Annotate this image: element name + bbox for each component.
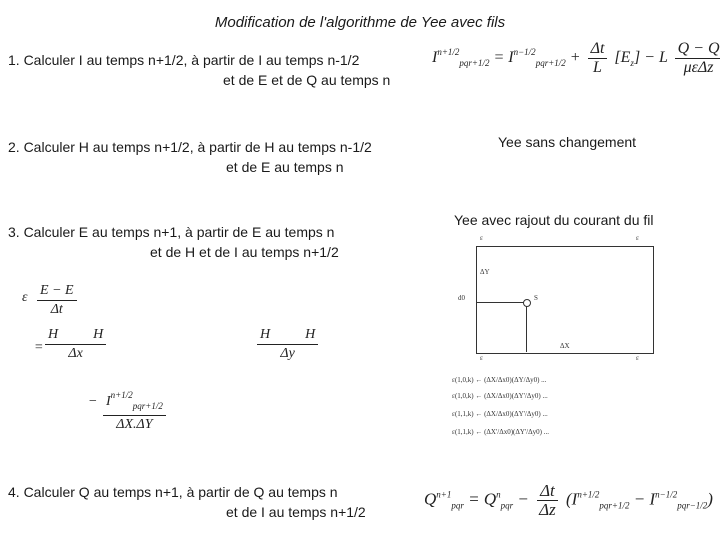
wire-vertical xyxy=(526,302,527,352)
step-3 xyxy=(8,222,339,262)
slide-title: Modification de l'algorithme de Yee avec fils xyxy=(214,14,506,31)
diag-equation-3: ε(1,1,k) ← (ΔX/Δx0)(ΔY'/Δy0) ... xyxy=(452,410,548,418)
step-1-line-1: 1. Calculer I au temps n+1/2, à partir de I au temps n-1/2 xyxy=(8,52,360,68)
label-delta-y: ΔY xyxy=(480,268,490,276)
diag-equation-1: ε(1,0,k) ← (ΔX/Δx0)(ΔY/Δy0) ... xyxy=(452,376,547,384)
diag-equation-2: ε(1,0,k) ← (ΔX/Δx0)(ΔY'/Δy0) ... xyxy=(452,392,548,400)
corner-label-br: ε xyxy=(636,354,639,362)
note-yee-unchanged: Yee sans changement xyxy=(498,134,637,150)
wire-horizontal xyxy=(476,302,526,303)
step-2-line-2: et de E au temps n xyxy=(226,159,344,175)
label-d0: d0 xyxy=(458,294,465,302)
step-3-line-1: 3. Calculer E au temps n+1, à partir de E au temps n xyxy=(8,224,335,240)
equation-1: $I^{n+1/2}_{pqr+1/2} = I^{n-1/2}_{pqr+1/2}$ + $\frac{\Delta t}{L}$ $[E_z] - L$ $\frac{Q - Q}{\text{μεΔz}}$ xyxy=(432,40,720,77)
label-delta-x: ΔX xyxy=(560,342,570,350)
step-3-line-2: et de H et de I au temps n+1/2 xyxy=(150,244,339,260)
label-s: S xyxy=(534,294,538,302)
corner-label-bl: ε xyxy=(480,354,483,362)
step-2 xyxy=(8,137,372,177)
step-4-line-1: 4. Calculer Q au temps n+1, à partir de Q au temps n xyxy=(8,484,338,500)
cell-outline xyxy=(476,246,654,354)
step-4-line-2: et de I au temps n+1/2 xyxy=(226,504,366,520)
step-2-line-1: 2. Calculer H au temps n+1/2, à partir de H au temps n-1/2 xyxy=(8,139,372,155)
note-yee-with-wire: Yee avec rajout du courant du fil xyxy=(454,212,654,228)
grid-cell-diagram xyxy=(440,232,720,462)
corner-label-tr: ε xyxy=(636,234,639,242)
corner-label-tl: ε xyxy=(480,234,483,242)
step-1-line-2: et de E et de Q au temps n xyxy=(223,72,391,88)
step-4 xyxy=(8,482,366,522)
diag-equation-4: ε(1,1,k) ← (ΔX'/Δx0)(ΔY'/Δy0) ... xyxy=(452,428,549,436)
wire-point xyxy=(523,299,531,307)
step-1 xyxy=(8,50,390,90)
equation-4: $Q^{n+1}_{pqr} = Q^n_{pqr}$ − $\frac{\Delta t}{\Delta z}$ $(I^{n+1/2}_{pqr+1/2} - I^{n-1/2}_{pqr-1/2})$ xyxy=(424,481,713,519)
equation-3: ε $\frac{E - E}{\Delta t}$ = $\frac{\text{H H}}{\Delta x}$ $\frac{\text{H H}}{\Delta y}$ − $\frac{I^{n+1/2}_{pqr+1/2}}{\Delta X.\Delta Y}$ xyxy=(22,282,442,452)
